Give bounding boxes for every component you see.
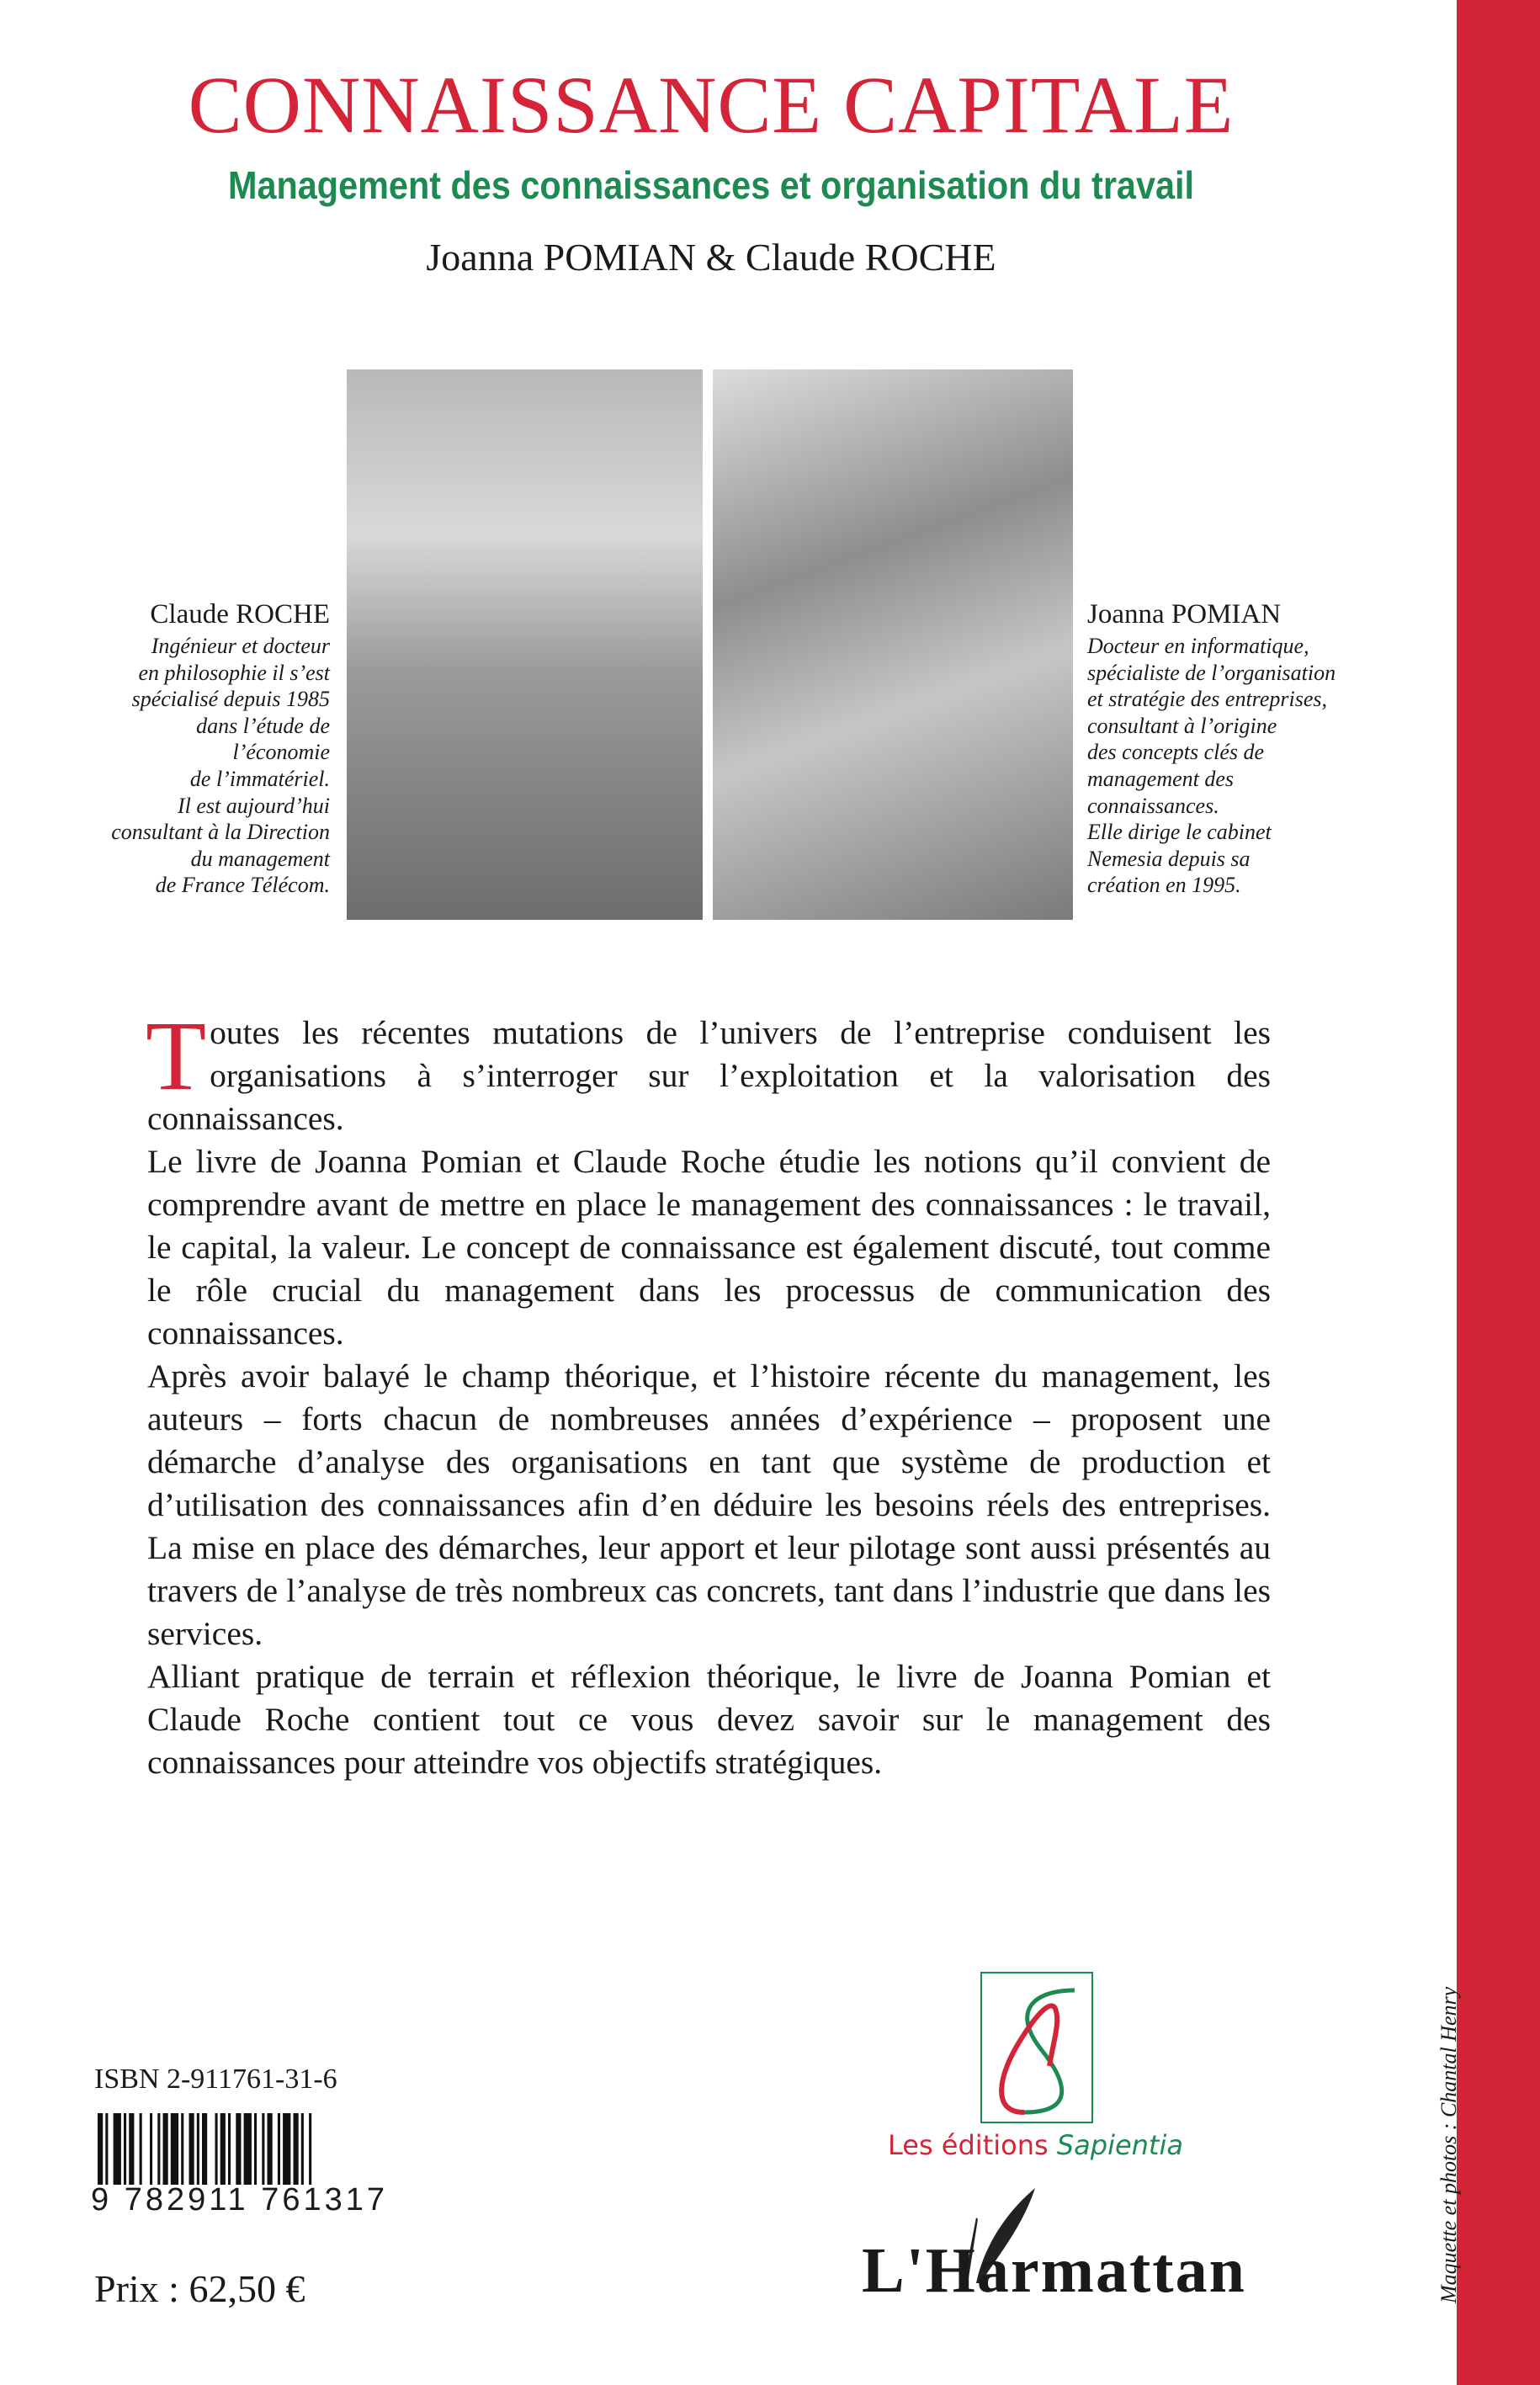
book-subtitle: Management des connaissances et organisation du travail bbox=[227, 163, 1195, 207]
bio-line: création en 1995. bbox=[1087, 873, 1241, 898]
blurb-paragraph bbox=[146, 1001, 1271, 1140]
bio-line: Nemesia depuis sa bbox=[1087, 846, 1251, 871]
harmattan-logo: L'Harmattan bbox=[862, 2235, 1246, 2306]
paragraph-text: outes les récentes mutations de l’univers de l’entreprise conduisent les organisations à s’interroger sur l’exploitation et la valorisation des connaissances. bbox=[147, 1014, 1271, 1137]
bio-line: spécialiste de l’organisation bbox=[1087, 660, 1336, 685]
barcode-bar bbox=[236, 2113, 241, 2185]
barcode-bar bbox=[181, 2113, 183, 2185]
barcode-bar bbox=[98, 2113, 103, 2185]
photo-joanna-pomian bbox=[713, 369, 1073, 920]
bio-line: et stratégie des entreprises, bbox=[1087, 687, 1327, 712]
photo-claude-roche bbox=[347, 369, 703, 920]
isbn: ISBN 2-911761-31-6 bbox=[94, 2064, 337, 2095]
barcode-bar bbox=[283, 2113, 290, 2185]
barcode-bar bbox=[105, 2113, 108, 2185]
bio-line: spécialisé depuis 1985 bbox=[131, 687, 330, 712]
bio-name: Claude ROCHE bbox=[150, 599, 330, 629]
barcode-bar bbox=[294, 2113, 299, 2185]
sapientia-label-b: Sapientia bbox=[1056, 2129, 1183, 2161]
barcode-bar bbox=[157, 2113, 160, 2185]
barcode-bar bbox=[301, 2113, 304, 2185]
bio-line: connaissances. bbox=[1087, 793, 1219, 818]
bio-joanna-pomian bbox=[1087, 596, 1336, 899]
sapientia-logo-icon bbox=[982, 1973, 1091, 2122]
sapientia-label bbox=[888, 2129, 1183, 2161]
barcode-bar bbox=[244, 2113, 252, 2185]
bio-line: de France Télécom. bbox=[155, 873, 330, 898]
barcode-bar bbox=[278, 2113, 280, 2185]
barcode-bar bbox=[124, 2113, 126, 2185]
bio-line: Ingénieur et docteur bbox=[151, 634, 330, 658]
barcode-bar bbox=[129, 2113, 134, 2185]
bio-line: du management bbox=[190, 846, 330, 871]
book-title: CONNAISSANCE CAPITALE bbox=[188, 60, 1235, 150]
barcode-bar bbox=[228, 2113, 231, 2185]
barcode-bar bbox=[268, 2113, 273, 2185]
bio-line: en philosophie il s’est bbox=[138, 660, 330, 685]
barcode-bar bbox=[309, 2113, 311, 2185]
barcode-bar bbox=[215, 2113, 218, 2185]
bio-name: Joanna POMIAN bbox=[1087, 599, 1282, 629]
bio-line: Elle dirige le cabinet bbox=[1087, 820, 1272, 845]
barcode-bar bbox=[140, 2113, 142, 2185]
bio-line: Il est aujourd’hui bbox=[177, 793, 330, 818]
barcode-bar bbox=[150, 2113, 152, 2185]
red-spine-band bbox=[1457, 0, 1540, 2385]
sapientia-label-a: Les éditions bbox=[888, 2129, 1049, 2161]
barcode-digits: 9 782911 761317 bbox=[91, 2182, 389, 2218]
drop-cap: T bbox=[146, 1001, 207, 1111]
barcode-bar bbox=[189, 2113, 194, 2185]
blurb-paragraph: Alliant pratique de terrain et réflexion théorique, le livre de Joanna Pomian et Claude Roche contient tout ce vous devez savoir sur le management des connaissances pour atteindre vos objectifs stratégiques. bbox=[147, 1658, 1271, 1781]
price: Prix : 62,50 € bbox=[94, 2267, 305, 2310]
barcode-bar bbox=[163, 2113, 168, 2185]
bio-line: des concepts clés de bbox=[1087, 740, 1265, 765]
blurb bbox=[146, 1001, 1271, 1784]
bio-line: de l’immatériel. bbox=[189, 766, 330, 791]
bio-line: management des bbox=[1087, 766, 1235, 791]
blurb-paragraph: Après avoir balayé le champ théorique, et l’histoire récente du management, les auteurs – forts chacun de nombreuses années d’expérience – proposent une démarche d’analyse des organisations en tant que système de production et d’utilisation des connaissances afin d’en déduire les besoins réels des entreprises. La mise en place des démarches, leur apport et leur pilotage sont aussi présentés au travers de l’analyse de très nombreux cas concrets, tant dans l’industrie que dans les services. bbox=[147, 1357, 1271, 1652]
bio-line: dans l’étude de bbox=[196, 713, 330, 738]
barcode-bar bbox=[254, 2113, 257, 2185]
barcode-bar bbox=[197, 2113, 199, 2185]
authors-line: Joanna POMIAN & Claude ROCHE bbox=[426, 236, 996, 279]
bio-line: l’économie bbox=[232, 740, 330, 765]
credit-line: Maquette et photos : Chantal Henry bbox=[1436, 1986, 1461, 2303]
sapientia-logo bbox=[980, 1972, 1093, 2123]
bio-line: Docteur en informatique, bbox=[1087, 634, 1309, 658]
barcode bbox=[94, 2113, 397, 2185]
barcode-bar bbox=[202, 2113, 207, 2185]
blurb-paragraph: Le livre de Joanna Pomian et Claude Roche étudie les notions qu’il convient de comprendre avant de mettre en place le management des connaissances : le travail, le capital, la valeur. Le concept de connaissance est également discuté, tout comme le rôle crucial du management dans les processus de communication des connaissances. bbox=[147, 1143, 1271, 1352]
bio-line: consultant à l’origine bbox=[1087, 713, 1277, 738]
barcode-bar bbox=[262, 2113, 264, 2185]
bio-line: consultant à la Direction bbox=[111, 820, 330, 845]
bio-claude-roche bbox=[111, 596, 330, 899]
barcode-bar bbox=[114, 2113, 121, 2185]
barcode-bar bbox=[171, 2113, 178, 2185]
barcode-bar bbox=[220, 2113, 226, 2185]
